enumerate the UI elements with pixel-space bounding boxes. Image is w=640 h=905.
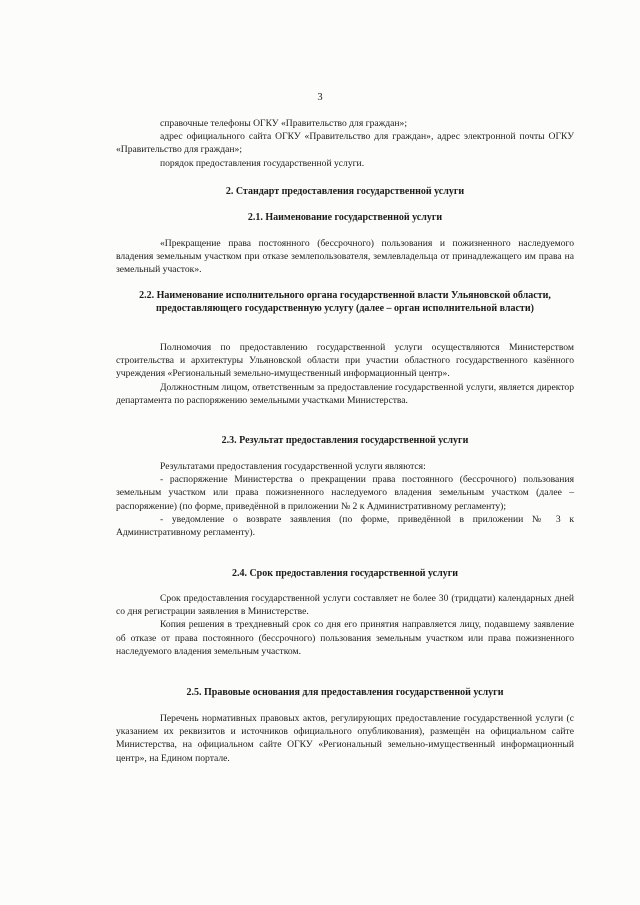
- section-2-4-title: 2.4. Срок предоставления государственной услуги: [231, 568, 459, 579]
- section-2-3-body: [116, 460, 574, 539]
- paragraph: Срок предоставления государственной услуги составляет не более 30 (тридцати) календарных дней со дня регистрации заявления в Министерстве.: [116, 593, 574, 618]
- paragraph: Должностным лицом, ответственным за предоставление государственной услуги, является директор департамента по распоряжению земельными участками Министерства.: [116, 381, 574, 406]
- section-2-title: 2. Стандарт предоставления государственной услуги: [225, 186, 465, 197]
- section-2-3-title: 2.3. Результат предоставления государственной услуги: [221, 435, 469, 446]
- section-2-2-title: 2.2. Наименование исполнительного органа государственной власти Ульяновской области, предоставляющего государственную услугу (далее – орган исполнительной власти): [139, 290, 551, 315]
- paragraph: - распоряжение Министерства о прекращении права постоянного (бессрочного) пользования земельным участком или права пожизненного наследуемого владения земельным участком (далее – распоряжение) (по форме, приведённой в приложении № 2 к Административному регламенту);: [116, 474, 574, 512]
- paragraph: Результатами предоставления государственной услуги являются:: [160, 461, 426, 472]
- intro-line: адрес официального сайта ОГКУ «Правительство для граждан», адрес электронной почты ОГКУ «Правительство для граждан»;: [116, 131, 574, 156]
- intro-block: [116, 117, 574, 170]
- paragraph: «Прекращение права постоянного (бессрочного) пользования и пожизненного наследуемого владения земельным участком при отказе землепользователя, землевладельца от принадлежащего им права на земельный участок».: [116, 238, 574, 276]
- paragraph: Полномочия по предоставлению государственной услуги осуществляются Министерством строительства и архитектуры Ульяновской области при участии областного государственного казённого учреждения «Региональный земельно-имущественный информационный центр».: [116, 342, 574, 380]
- paragraph: Копия решения в трехдневный срок со дня его принятия направляется лицу, подавшему заявление об отказе от права постоянного (бессрочного) пользования земельным участком или права пожизненного наследуемого владения земельным участком.: [116, 619, 574, 657]
- intro-line: справочные телефоны ОГКУ «Правительство для граждан»;: [160, 118, 408, 129]
- section-2-2-body: [116, 341, 574, 407]
- paragraph: - уведомление о возврате заявления (по форме, приведённой в приложении № 3 к Административному регламенту).: [116, 513, 574, 539]
- paragraph: Перечень нормативных правовых актов, регулирующих предоставление государственной услуги (с указанием их реквизитов и источников официального опубликования), размещён на официальном сайте Министерства, на официальном сайте ОГКУ «Региональный земельно-имущественный информационный центр», на Едином портале.: [116, 713, 574, 764]
- section-2-5-title: 2.5. Правовые основания для предоставления государственной услуги: [186, 687, 504, 698]
- section-2-5-body: [116, 712, 574, 765]
- section-2-4-body: [116, 592, 574, 658]
- page-number: 3: [317, 92, 323, 103]
- section-2-1-body: [116, 237, 574, 277]
- section-2-1-title: 2.1. Наименование государственной услуги: [247, 212, 443, 223]
- intro-line: порядок предоставления государственной услуги.: [160, 157, 365, 169]
